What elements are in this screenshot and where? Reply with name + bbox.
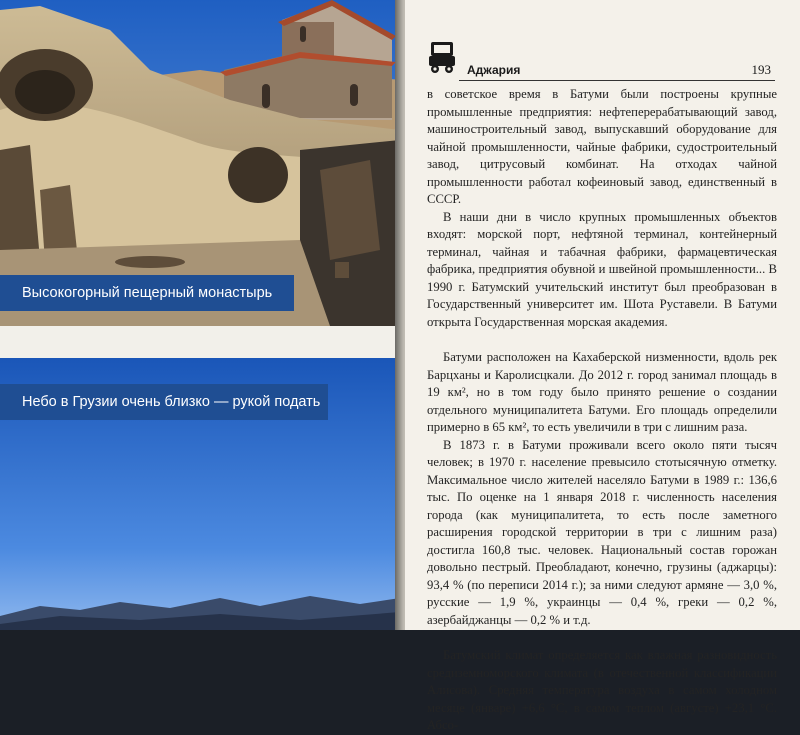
section-title: Аджария	[467, 63, 521, 77]
body-text	[427, 86, 777, 735]
paragraph: В 1873 г. в Батуми проживали всего около пяти тысяч человек; в 1970 г. население превысило стотысячную отметку. Максимальное число жителей населяло Батуми в 1989 г.: 136,6 тыс. По оценке на 1 января 2018 г. численность населения города (как муниципалитета, то есть после заметного расширения городской территории в три с лишним раза) достигла 160,8 тыс. человек. Национальный состав горожан довольно пестрый. Преобладают, конечно, грузины (аджарцы): 93,4 % (по переписи 2014 г.); за ними следуют армяне — 3,0 %, русские — 1,9 %, украинцы — 0,4 %, греки — 0,2 %, азербайджанцы — 0,2 % и т.д.	[427, 437, 777, 627]
page-number: 193	[751, 62, 771, 77]
header-rule	[459, 80, 775, 81]
paragraph: В наши дни в число крупных промышленных объектов входят: морской порт, нефтяной терминал, контейнерный терминал, чайная и табачная фабрики, фармацевтическая фабрика, предприятия обувной и швейной промышленности... В 1990 г. Батумский учительский институт был преобразован в Государственный университет им. Шота Руставели. В Батуми открыта Государственная морская академия.	[427, 209, 777, 329]
section-emblem-icon	[427, 36, 457, 76]
paragraph: Батуми расположен на Кахаберской низменности, вдоль рек Барцханы и Каролисцкали. До 2012 г. город занимал площадь в 19 км², но в том году было принято решение о создании отдельного муниципалитета Батуми. Его площадь определили примерно в 65 км², то есть увеличили в три с лишним раза.	[427, 350, 777, 434]
paragraph: Батумский климат определяется как влажная разновидность средиземноморского климата (в отечественной классификации Алисова). Средняя температура воздуха в самом холодном месяце (январе) +6,6 °С, в самом теплом (августе) +23,1 °С. Абсо-	[427, 648, 777, 732]
running-header	[423, 30, 775, 80]
photo-caption-top: Высокогорный пещерный монастырь	[0, 275, 294, 311]
paragraph: в советское время в Батуми были построены крупные промышленные предприятия: нефтеперерабатывающий завод, машиностроительный завод, выпускавший оборудование для чайной промышленности, чайные фабрики, судостроительный завод, цитрусовый комбинат. На отходах чайной промышленности работал кофеиновый завод, единственный в СССР.	[427, 87, 777, 206]
right-page	[405, 0, 800, 732]
page-band	[0, 326, 400, 358]
left-page	[0, 0, 400, 630]
photo-caption-bottom: Небо в Грузии очень близко — рукой подать	[0, 384, 328, 420]
